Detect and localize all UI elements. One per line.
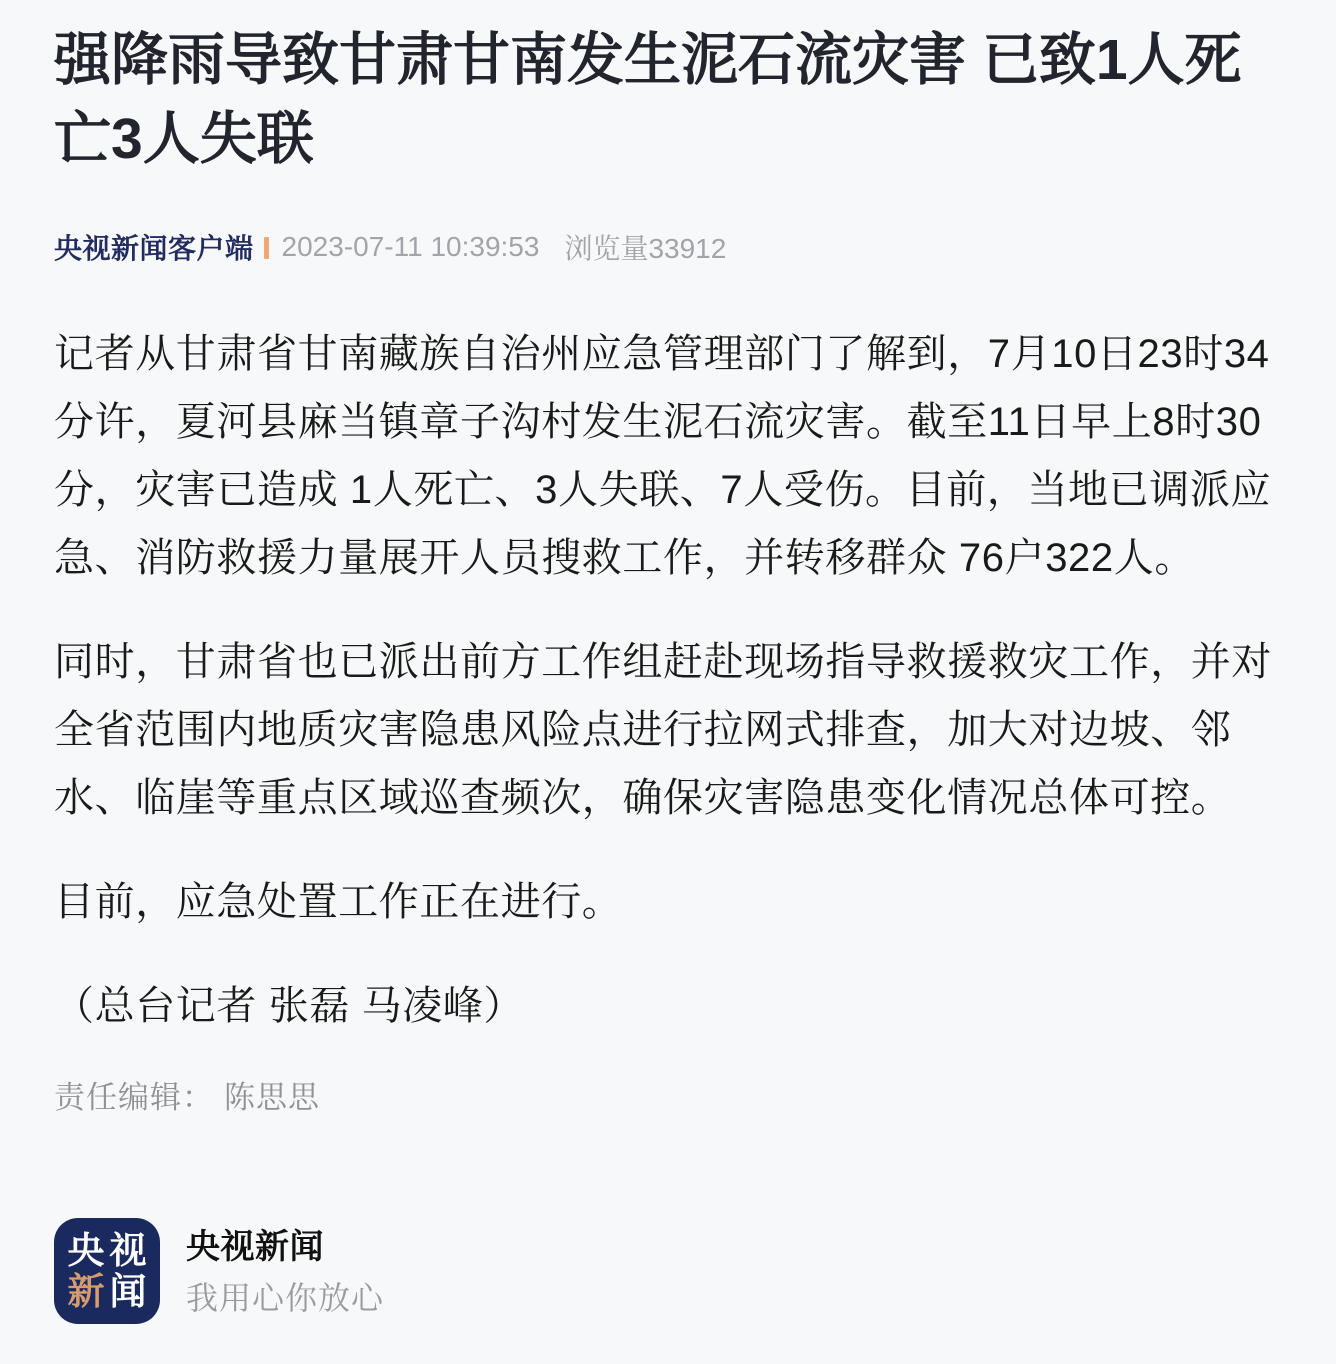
editor-name: 陈思思 [224, 1080, 320, 1115]
publish-datetime: 2023-07-11 10:39:53 [281, 231, 540, 262]
logo-char-2: 视 [109, 1230, 147, 1271]
editor-label: 责任编辑： [54, 1080, 214, 1115]
view-count: 浏览量33912 [564, 233, 727, 264]
source-link[interactable]: 央视新闻客户端 [54, 233, 254, 264]
article-meta-row [54, 229, 1282, 265]
paragraph-3: 目前，应急处置工作正在进行。 [54, 880, 623, 924]
reporter-byline: （总台记者 张磊 马凌峰） [54, 984, 525, 1028]
publisher-name: 央视新闻 [186, 1228, 324, 1266]
paragraph-2: 同时，甘肃省也已派出前方工作组赶赴现场指导救援救灾工作，并对全省范围内地质灾害隐患风险点进行拉网式排查，加大对边坡、邻水、临崖等重点区域巡查频次，确保灾害隐患变化情况总体可控。 [54, 640, 1272, 820]
article-title: 强降雨导致甘肃甘南发生泥石流灾害 已致1人死亡3人失联 [54, 28, 1242, 171]
logo-char-1: 央 [67, 1230, 105, 1271]
paragraph-1: 记者从甘肃省甘南藏族自治州应急管理部门了解到，7月10日23时34分许，夏河县麻当镇章子沟村发生泥石流灾害。截至11日早上8时30分，灾害已造成 1人死亡、3人失联、7人受伤。目前，当地已调派应急、消防救援力量展开人员搜救工作，并转移群众 76户322人。 [54, 332, 1272, 580]
publisher-info [186, 1227, 384, 1315]
logo-char-4: 闻 [109, 1271, 147, 1312]
meta-divider [264, 237, 269, 259]
editor-line [54, 1078, 1282, 1118]
logo-char-3: 新 [67, 1271, 105, 1312]
publisher-slogan: 我用心你放心 [186, 1280, 385, 1316]
article-body [54, 320, 1282, 1040]
publisher-card[interactable] [54, 1218, 1282, 1324]
cctv-news-logo-icon [54, 1218, 160, 1324]
